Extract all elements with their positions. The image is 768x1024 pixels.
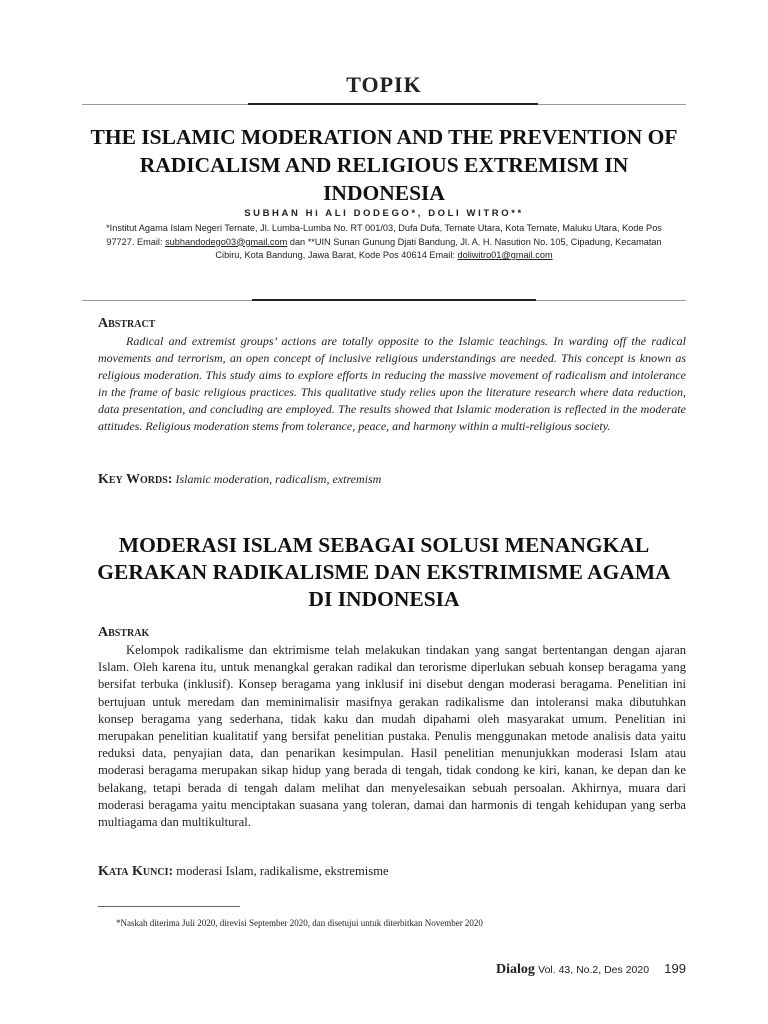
abstract-heading-en: Abstract — [98, 316, 156, 331]
keywords-value-en: Islamic moderation, radicalism, extremism — [175, 472, 382, 486]
abstract-id: Kelompok radikalisme dan ektrimisme telah melakukan tindakan yang sangat bertentangan dengan ajaran Islam. Oleh karena itu, untuk menangkal gerakan radikal dan terorisme diperlukan sebuah konsep beragama yang bersifat terbuka (inklusif). Konsep beragama yang inklusif ini disebut dengan moderasi beragama. Penelitian ini bertujuan untuk meredam dan meminimalisir masifnya gerakan radikalisme dan intoleransi maka dibutuhkan konsep beragama yang sederhana, tidak kaku dan mudah dipahami oleh masyarakat umum. Penelitian ini merupakan penelitian kualitatif yang bersifat penelitian pustaka. Penulis menggunakan metode analisis data yaitu reduksi data, penyajian data, dan penarikan kesimpulan. Hasil penelitian menunjukkan moderasi Islam atau moderasi beragama merupakan sikap hidup yang berada di tengah, tidak condong ke kiri, kanan, ke depan dan ke belakang, tetapi berada di tengah dalam melihat dan menyelesaikan sebuah persoalan. Akhirnya, muara dari moderasi beragama yaitu menciptakan suasana yang toleran, damai dan harmonis di tengah kehidupan yang serba multiagama dan multikultural. — [98, 643, 686, 830]
article-title-id: MODERASI ISLAM SEBAGAI SOLUSI MENANGKAL GERAKAN RADIKALISME DAN EKSTRIMISME AGAMA DI INDONESIA — [97, 533, 671, 611]
abstract-en: Radical and extremist groups’ actions are totally opposite to the Islamic teachings. In warding off the radical movements and terrorism, an open concept of inclusive religious understandings are needed. This concept is known as religious moderation. This study aims to explore efforts in reducing the massive movement of radicalism and intolerance in the frame of basic religious practices. This qualitative study relies upon the literature research where data reduction, data presentation, and concluding are employed. The results showed that Islamic moderation is reflected in the moderate attitudes. Religious moderation stems from tolerance, peace, and harmony within a multi-religious society. — [98, 334, 686, 433]
email-link-2[interactable]: doliwitro01@gmail.com — [457, 250, 553, 260]
abstract-heading-id: Abstrak — [98, 625, 150, 640]
authors: SUBHAN Hi ALI DODEGO*, DOLI WITRO** — [244, 208, 524, 219]
section-label: TOPIK — [346, 72, 422, 97]
author-affiliation — [104, 222, 664, 263]
journal-name: Dialog — [496, 962, 535, 977]
keywords-label-id: Kata Kunci: — [98, 864, 174, 879]
affiliation-rule-accent — [252, 299, 536, 301]
journal-volume: Vol. 43, No.2, Des 2020 — [538, 964, 650, 976]
keywords-label-en: Key Words: — [98, 472, 173, 487]
page-footer — [470, 961, 686, 978]
keywords-value-id: moderasi Islam, radikalisme, ekstremisme — [176, 864, 389, 878]
page-number: 199 — [664, 961, 686, 976]
article-title-en: THE ISLAMIC MODERATION AND THE PREVENTION OF RADICALISM AND RELIGIOUS EXTREMISM IN INDONESIA — [90, 125, 678, 205]
footnote: *Naskah diterima Juli 2020, direvisi September 2020, dan disetujui untuk diterbitkan November 2020 — [116, 918, 483, 928]
affiliation-text-1: *Institut Agama Islam Negeri Ternate, Jl. Lumba-Lumba No. RT 001/03, Dufa Dufa, Ternate Utara, Kota Ternate, Maluku Utara, Kode Pos 97727. Email: — [106, 223, 662, 247]
keywords-en — [98, 472, 381, 488]
email-link-1[interactable]: subhandodego03@gmail.com — [165, 236, 288, 247]
header-rule-accent — [248, 103, 538, 105]
keywords-id — [98, 864, 389, 880]
footnote-rule — [98, 906, 240, 907]
affiliation-text-2: dan **UIN Sunan Gunung Djati Bandung, Jl. A. H. Nasution No. 105, Cipadung, Kecamatan Cibiru, Kota Bandung, Jawa Barat, Kode Pos 40614 Email: — [215, 236, 662, 260]
